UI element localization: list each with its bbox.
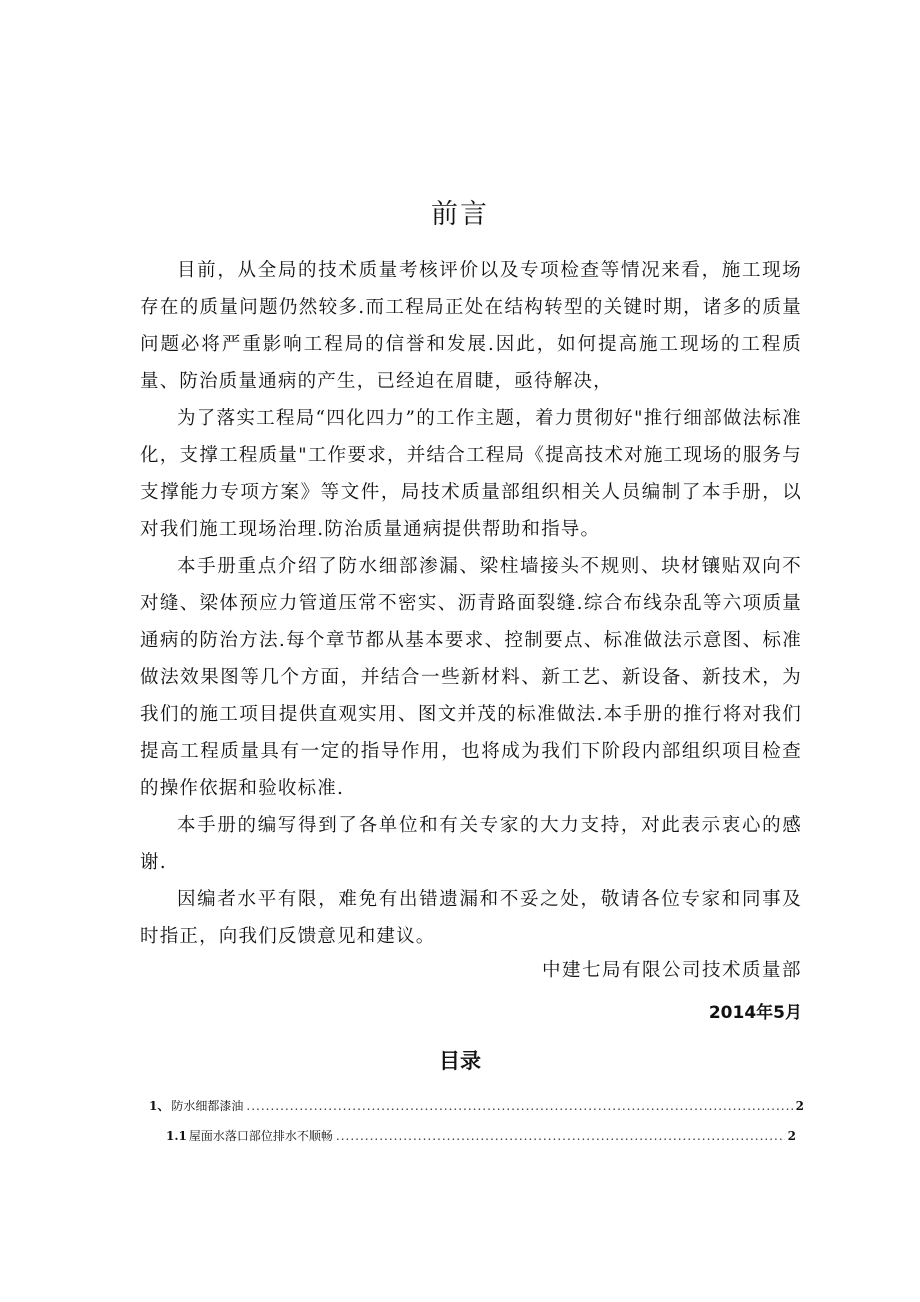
toc-entry[interactable] xyxy=(166,1127,796,1144)
toc-entry-number: 1.1 xyxy=(166,1129,187,1143)
toc-title: 目录 xyxy=(439,1049,481,1073)
preface-paragraph: 本手册重点介绍了防水细部渗漏、梁柱墙接头不规则、块材镶贴双向不对缝、梁体预应力管道压常不密实、沥青路面裂缝.综合布线杂乱等六项质量通病的防治方法.每个章节都从基本要求、控制要点、标准做法示意图、标准做法效果图等几个方面，并结合一些新材料、新工艺、新设备、新技术，为我们的施工项目提供直观实用、图文并茂的标准做法.本手册的推行将对我们提高工程质量具有一定的指导作用，也将成为我们下阶段内部组织项目检查的操作依据和验收标准. xyxy=(140,556,802,799)
toc-leader-dots xyxy=(246,1099,792,1113)
toc-entry-number: 1、 xyxy=(149,1099,170,1113)
preface-body xyxy=(140,252,802,955)
preface-paragraph: 因编者水平有限，难免有出错遗漏和不妥之处，敬请各位专家和同事及时指正，向我们反馈意见和建议。 xyxy=(140,889,802,947)
preface-date: 2014年5月 xyxy=(708,1003,802,1023)
preface-paragraph: 为了落实工程局“四化四力”的工作主题，着力贯彻好"推行细部做法标准化，支撑工程质量"工作要求，并结合工程局《提高技术对施工现场的服务与支撑能力专项方案》等文件，局技术质量部组织相关人员编制了本手册，以对我们施工现场治理.防治质量通病提供帮助和指导。 xyxy=(140,408,802,540)
preface-signature: 中建七局有限公司技术质量部 xyxy=(541,960,802,981)
toc-entry-label: 屋面水落口部位排水不顺畅 xyxy=(188,1129,333,1143)
preface-paragraph: 本手册的编写得到了各单位和有关专家的大力支持，对此表示衷心的感谢. xyxy=(140,815,802,873)
toc-leader-dots xyxy=(336,1129,785,1143)
toc-entry-label: 防水细都漆油 xyxy=(171,1099,244,1113)
toc-entry-page: 2 xyxy=(787,1129,796,1143)
preface-paragraph: 目前，从全局的技术质量考核评价以及专项检查等情况来看，施工现场存在的质量问题仍然较多.而工程局正处在结构转型的关键时期，诸多的质量问题必将严重影响工程局的信誉和发展.因此，如何提高施工现场的工程质量、防治质量通病的产生，已经迫在眉睫，亟待解决， xyxy=(140,260,802,392)
toc-entry-page: 2 xyxy=(795,1099,804,1113)
toc-entry[interactable] xyxy=(149,1097,804,1114)
preface-title: 前言 xyxy=(431,199,489,230)
